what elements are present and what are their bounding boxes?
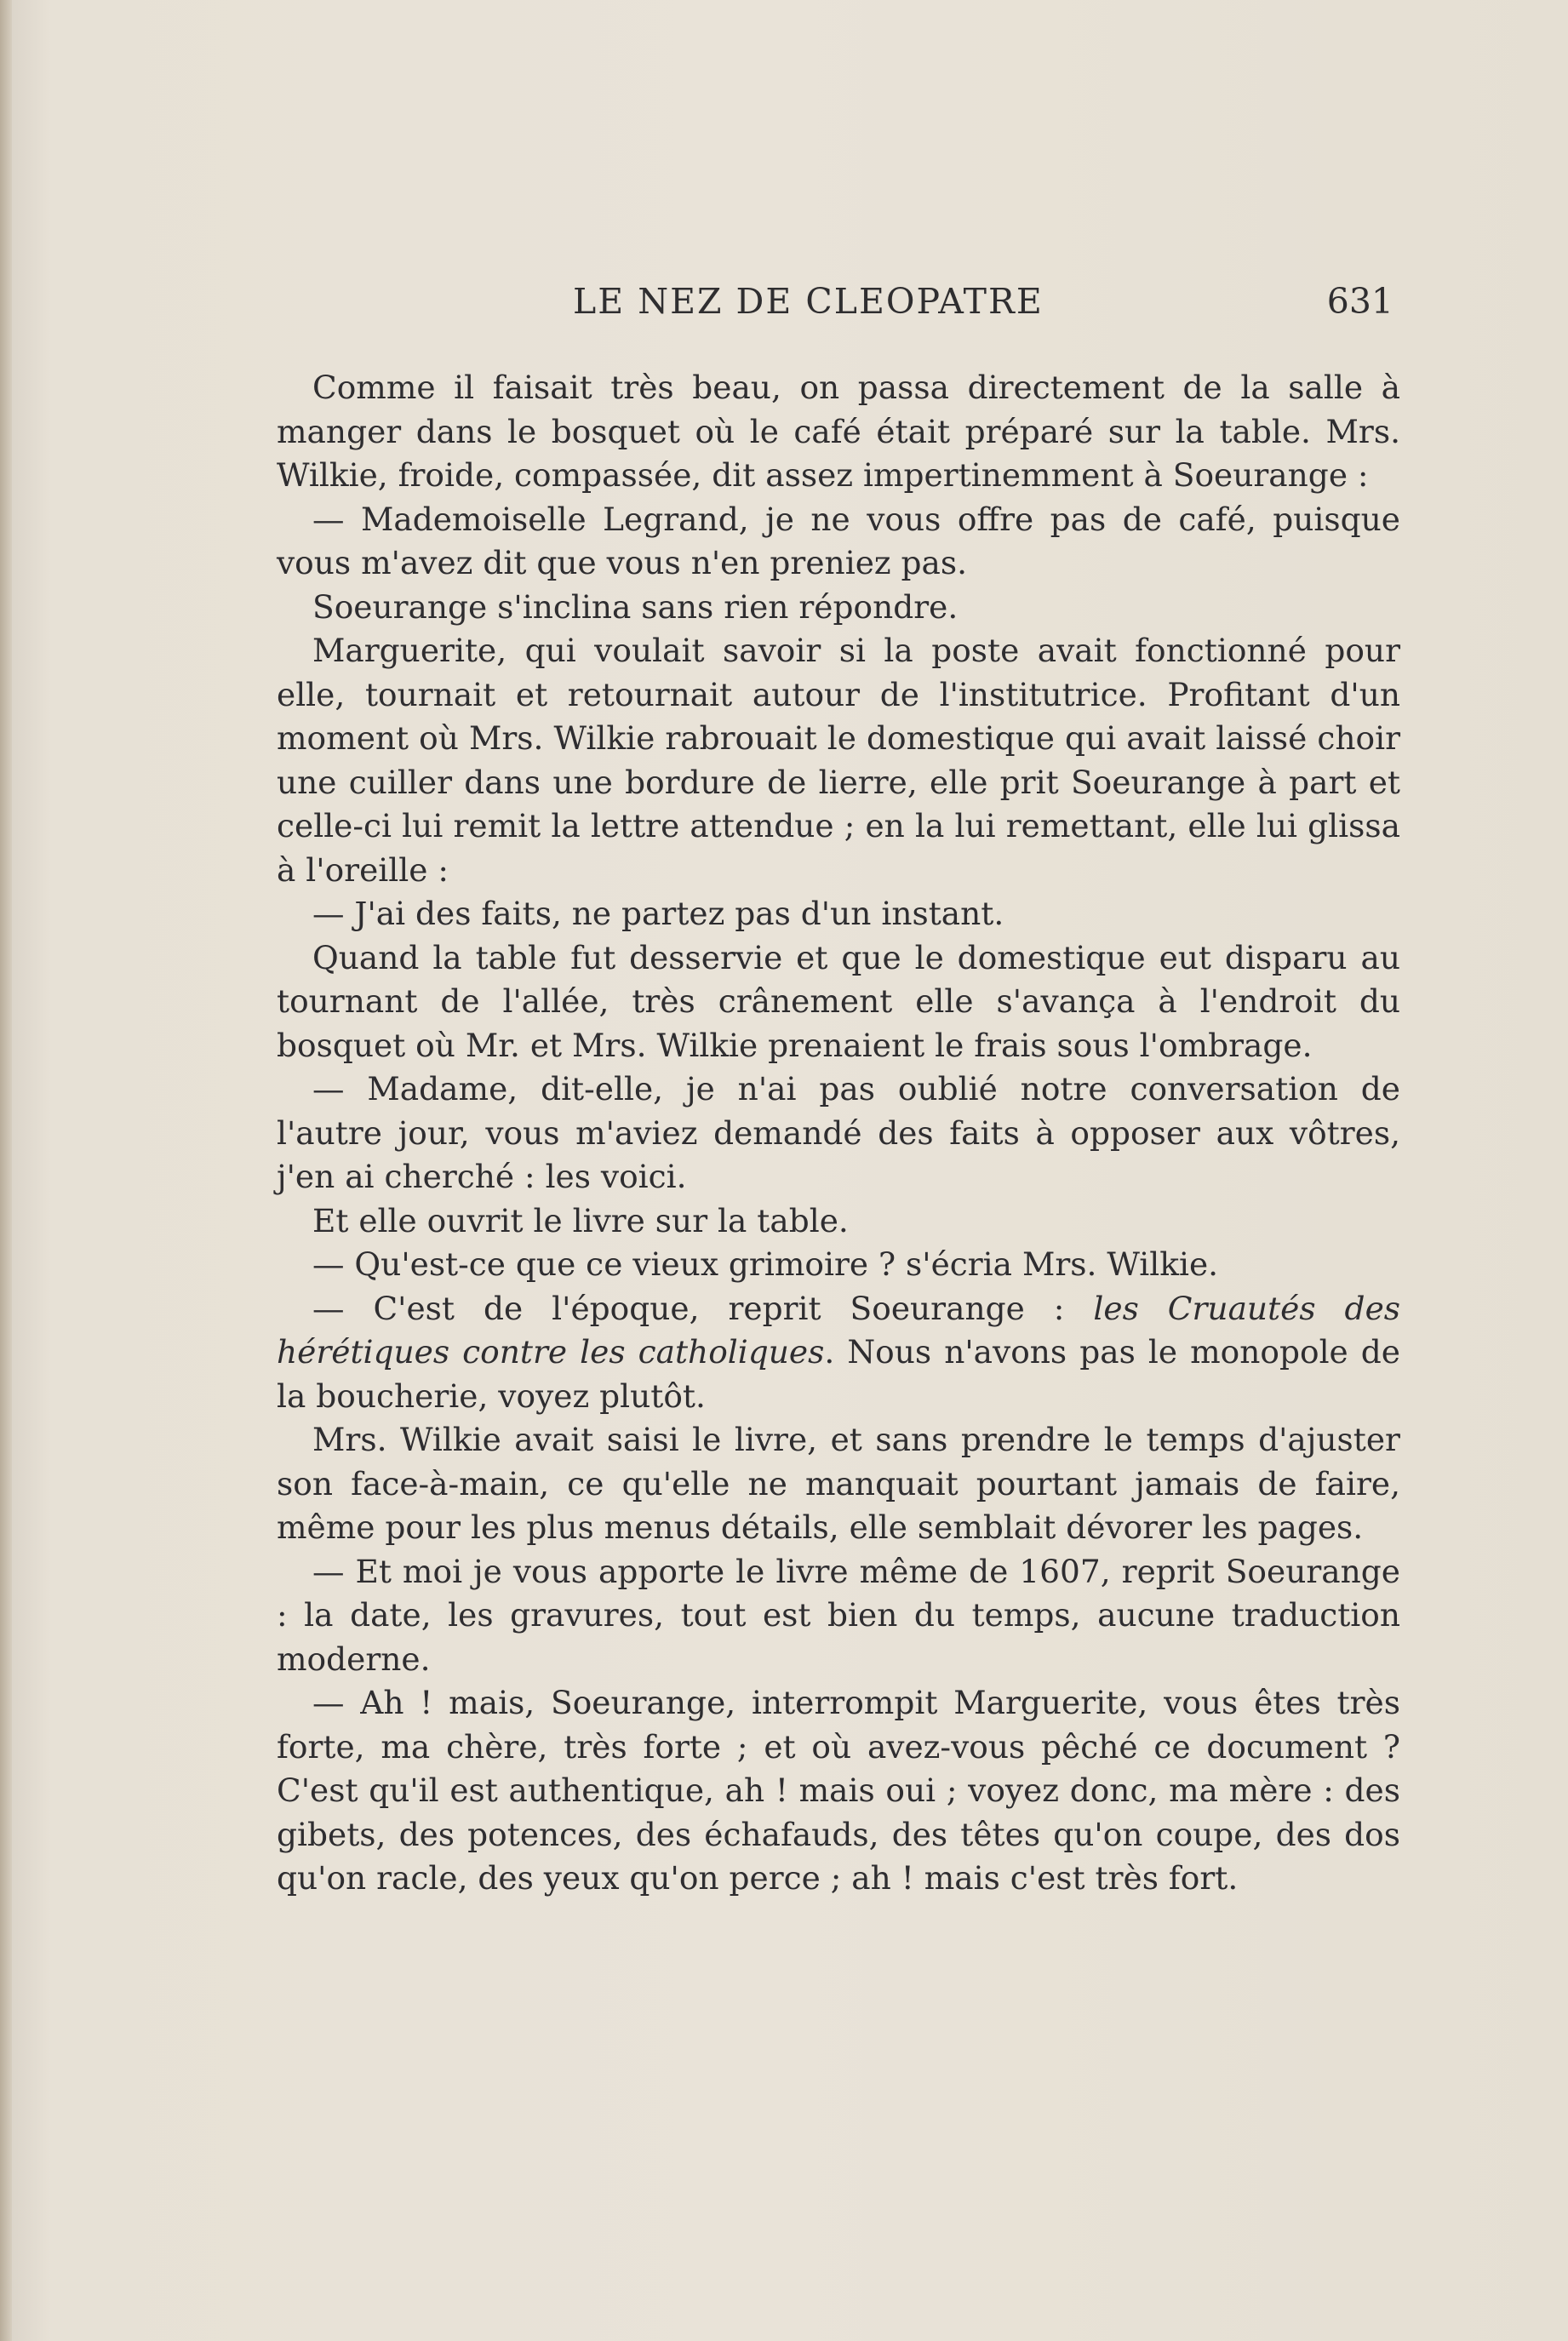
paragraph: — Qu'est-ce que ce vieux grimoire ? s'écria Mrs. Wilkie. [312, 1245, 1219, 1283]
paragraph: — Mademoiselle Legrand, je ne vous offre pas de café, puisque vous m'avez dit que vous n'en preniez pas. [277, 500, 1400, 581]
paragraph: — Et moi je vous apporte le livre même de 1607, reprit Soeurange : la date, les gravures, tout est bien du temps, aucune traduction moderne. [277, 1552, 1400, 1678]
paragraph: Marguerite, qui voulait savoir si la poste avait fonctionné pour elle, tournait et retournait autour de l'institutrice. Profitant d'un moment où Mrs. Wilkie rabrouait le domestique qui avait laissé choir une cuiller dans une bordure de lierre, elle prit Soeurange à part et celle-ci lui remit la lettre attendue ; en la lui remettant, elle lui glissa à l'oreille : [277, 632, 1400, 889]
body-text [277, 366, 1400, 1901]
page-number: 631 [1326, 281, 1393, 322]
paragraph-text: — C'est de l'époque, reprit Soeurange : [312, 1289, 1094, 1327]
book-title-italic: les Cruautés des hérétiques contre les catholiques [277, 1289, 1401, 1371]
paragraph: — J'ai des faits, ne partez pas d'un instant. [312, 895, 1004, 932]
paragraph: Mrs. Wilkie avait saisi le livre, et sans prendre le temps d'ajuster son face-à-main, ce qu'elle ne manquait pourtant jamais de faire, même pour les plus menus détails, elle semblait dévorer les pages. [277, 1421, 1400, 1546]
paragraph [277, 1287, 1400, 1419]
paragraph: — Ah ! mais, Soeurange, interrompit Marguerite, vous êtes très forte, ma chère, très forte ; et où avez-vous pêché ce document ? C'est qu'il est authentique, ah ! mais oui ; voyez donc, ma mère : des gibets, des potences, des échafauds, des têtes qu'on coupe, des dos qu'on racle, des yeux qu'on perce ; ah ! mais c'est très fort. [277, 1684, 1400, 1897]
paragraph-text: . Nous n'avons pas le monopole de la boucherie, voyez plutôt. [277, 1333, 1401, 1415]
paragraph: Quand la table fut desservie et que le domestique eut disparu au tournant de l'allée, très crânement elle s'avança à l'endroit du bosquet où Mr. et Mrs. Wilkie prenaient le frais sous l'ombrage. [277, 938, 1400, 1064]
page-edge-shadow [0, 0, 12, 2341]
page-header [277, 281, 1400, 323]
paragraph: Comme il faisait très beau, on passa directement de la salle à manger dans le bosquet où le café était préparé sur la table. Mrs. Wilkie, froide, compassée, dit assez impertinemment à Soeurange : [277, 369, 1400, 494]
paragraph: Et elle ouvrit le livre sur la table. [312, 1201, 849, 1239]
paragraph: Soeurange s'inclina sans rien répondre. [312, 587, 959, 626]
paragraph: — Madame, dit-elle, je n'ai pas oublié notre conversation de l'autre jour, vous m'aviez demandé des faits à opposer aux vôtres, j'en ai cherché : les voici. [277, 1070, 1400, 1195]
running-title: LE NEZ DE CLEOPATRE [573, 281, 1044, 322]
